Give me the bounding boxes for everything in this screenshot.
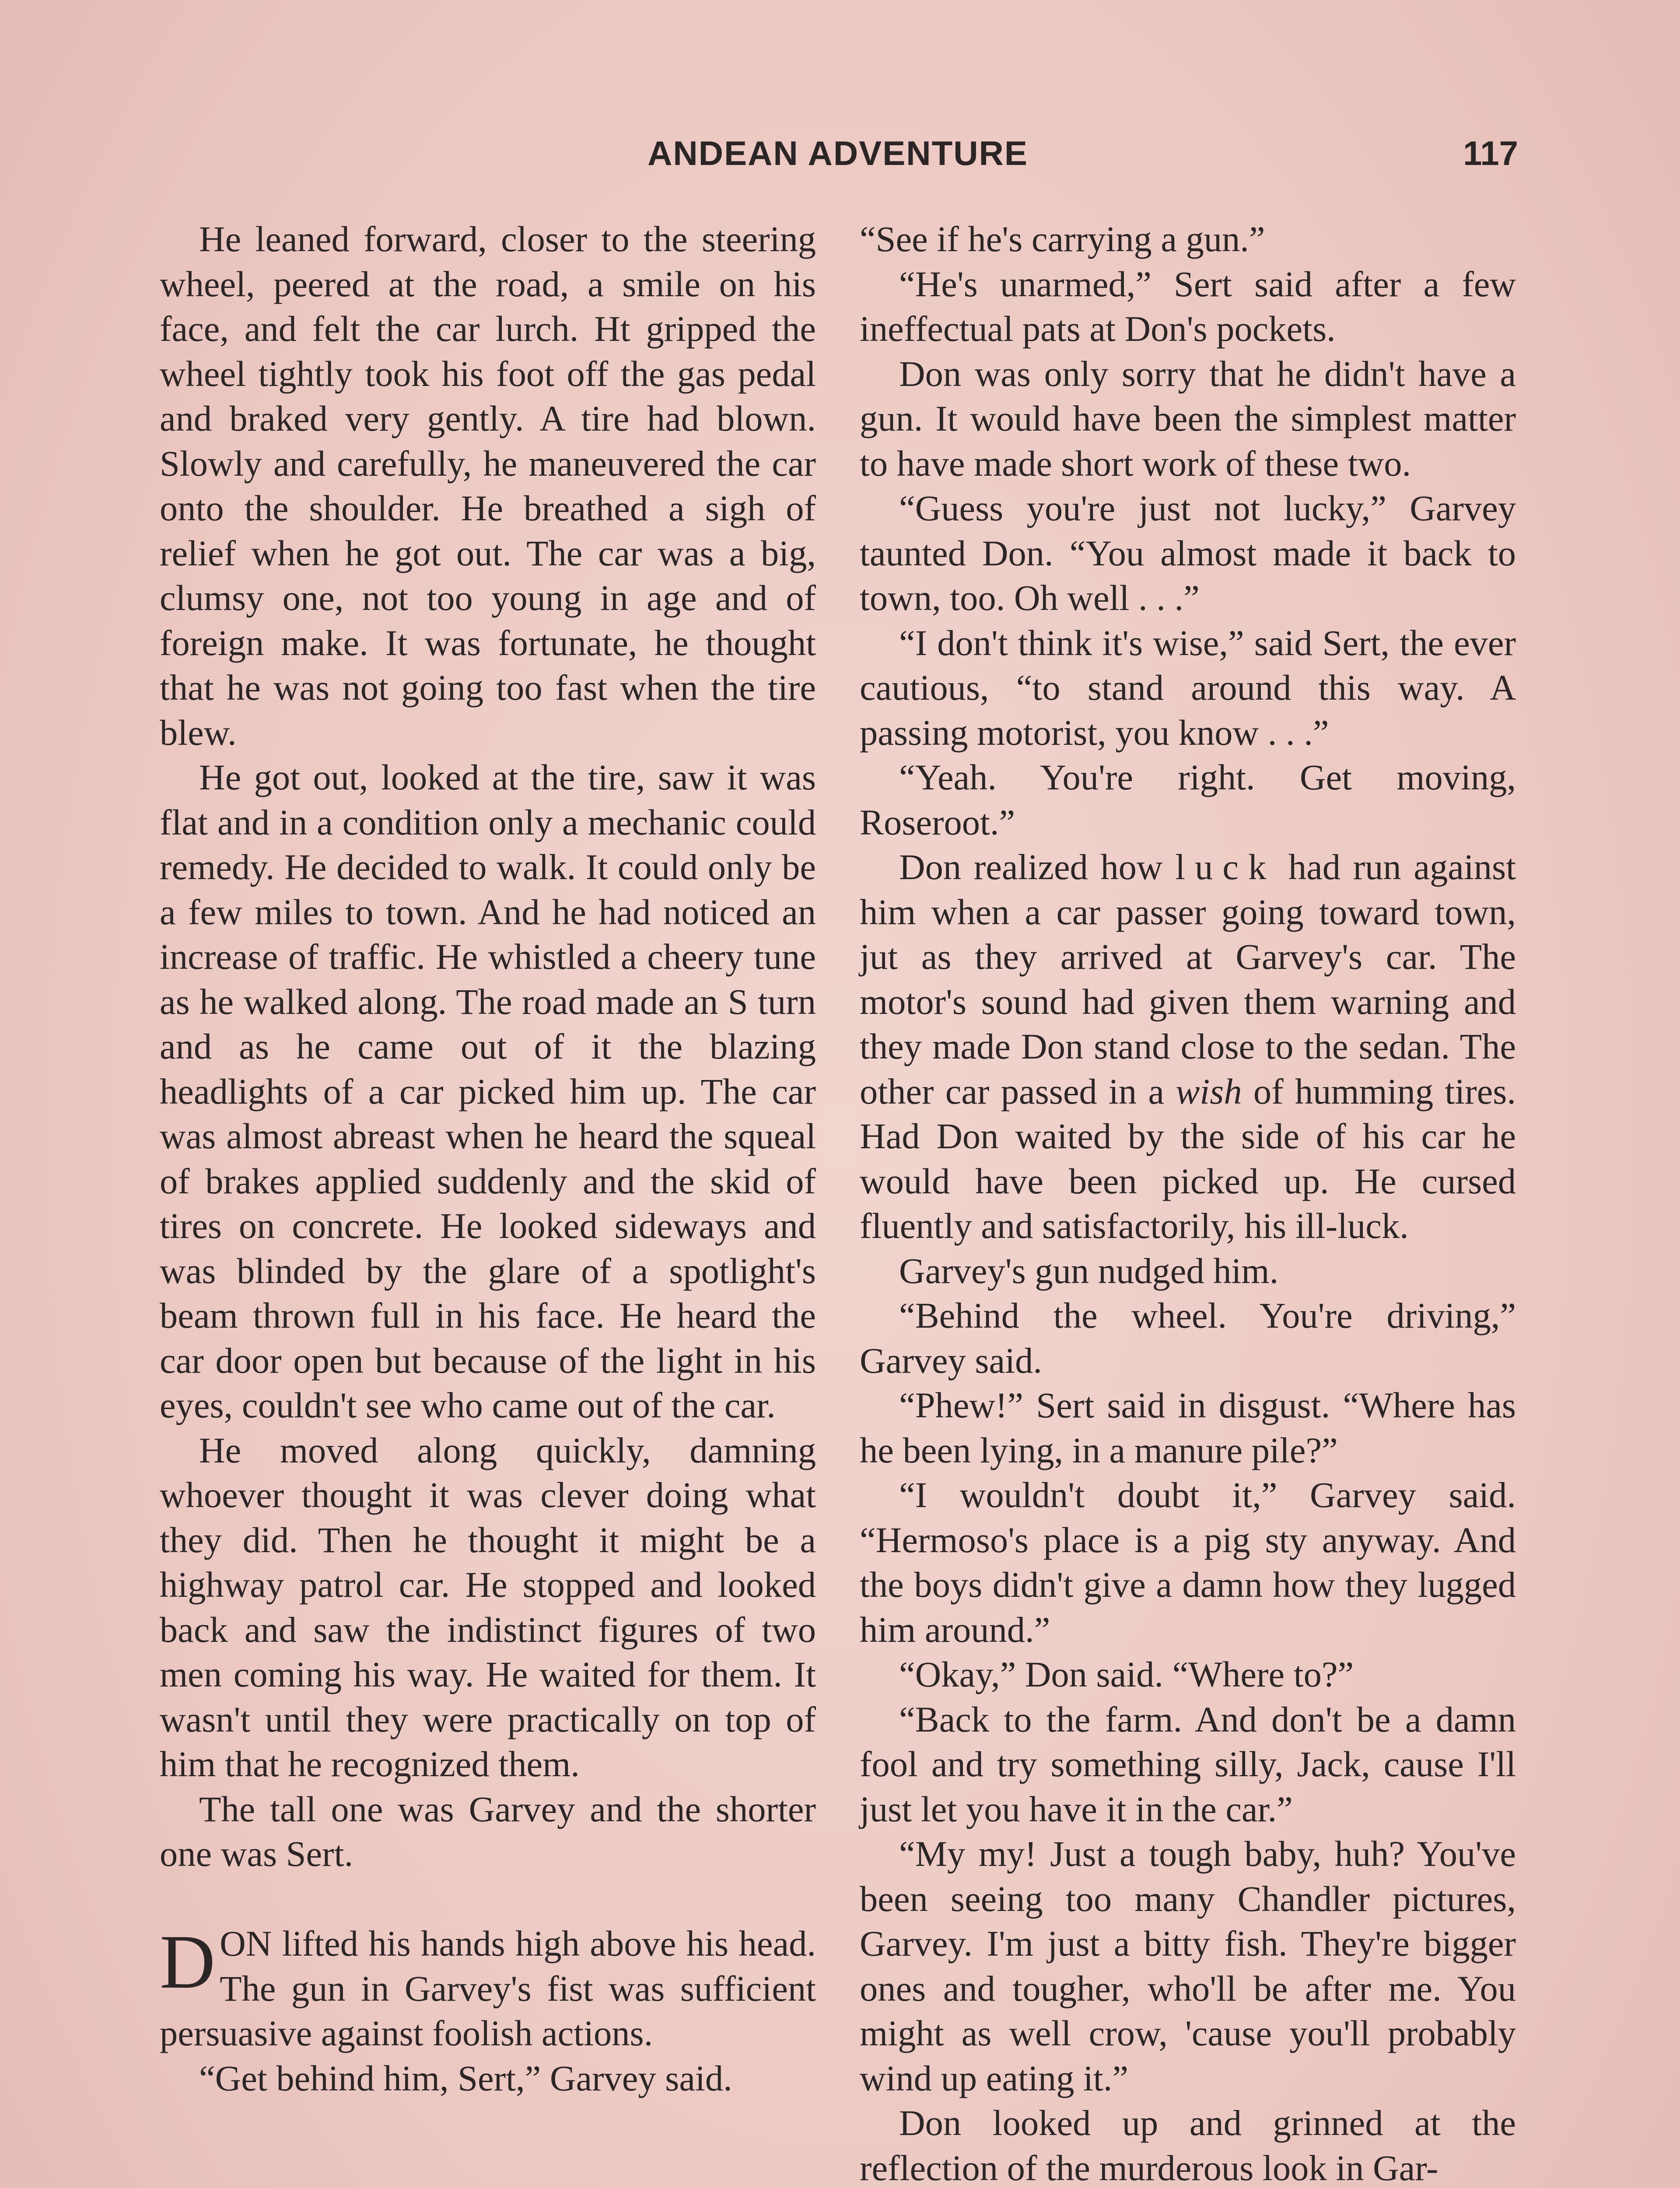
- section-break: [160, 1876, 816, 1922]
- italic-word: wish: [1176, 1071, 1242, 1112]
- running-head: ANDEAN ADVENTURE: [648, 134, 1028, 172]
- paragraph: Don looked up and grinned at the reflection of the murderous look in Gar-: [860, 2103, 1516, 2188]
- paragraph: “Back to the farm. And don't be a damn fool and try something silly, Jack, cause I'll just let you have it in the car.”: [860, 1699, 1516, 1829]
- page-number: 117: [1463, 134, 1518, 172]
- paragraph-with-dropcap: [160, 1921, 816, 2056]
- paragraph: [860, 845, 1516, 1248]
- left-column: [160, 217, 816, 2100]
- paragraph-continued: “See if he's carrying a gun.”: [860, 219, 1265, 259]
- paragraph: “I wouldn't doubt it,” Garvey said. “Hermoso's place is a pig sty anyway. And the boys didn't give a damn how they lugged him around.”: [860, 1475, 1516, 1650]
- paragraph: “My my! Just a tough baby, huh? You've been seeing too many Chandler pictures, Garvey. I'm just a bitty fish. They're bigger ones and tougher, who'll be after me. You might as well crow, 'cause you'll probably wind up eating it.”: [860, 1834, 1516, 2098]
- text-run: of humming tires. Had Don waited by the side of his car he would have been picked up. He cursed fluently and satisfactorily, his ill-luck.: [860, 1071, 1516, 1246]
- paragraph: He moved along quickly, damning whoever thought it was clever doing what they did. Then he thought it might be a highway patrol car. He stopped and looked back and saw the indistinct figures of two men coming his way. He waited for them. It wasn't until they were practically on top of him that he recognized them.: [160, 1430, 816, 1784]
- paragraph: “Yeah. You're right. Get moving, Roseroot.”: [860, 757, 1516, 842]
- page-header: [158, 131, 1518, 175]
- paragraph: “He's unarmed,” Sert said after a few ineffectual pats at Don's pockets.: [860, 263, 1516, 349]
- text-run: had run against him when a car passer going toward town, jut as they arrived at Garvey's car. The motor's sound had given them warning and they made Don stand close to the sedan. The other car passed in a: [860, 847, 1516, 1112]
- text-run: Don realized how: [899, 847, 1163, 887]
- dropcap-paragraph-text: ON lifted his hands high above his head. The gun in Garvey's fist was sufficient persuasive against foolish actions.: [160, 1923, 816, 2053]
- paragraph: “Okay,” Don said. “Where to?”: [899, 1654, 1354, 1694]
- paragraph: “Get behind him, Sert,” Garvey said.: [199, 2058, 732, 2098]
- paragraph: Don was only sorry that he didn't have a gun. It would have been the simplest matter to have made short work of these two.: [860, 353, 1516, 484]
- paragraph: The tall one was Garvey and the shorter one was Sert.: [160, 1788, 816, 1874]
- paragraph: “Behind the wheel. You're driving,” Garvey said.: [860, 1295, 1516, 1381]
- paragraph: Garvey's gun nudged him.: [899, 1250, 1279, 1291]
- paragraph: He leaned forward, closer to the steering wheel, peered at the road, a smile on his face, and felt the car lurch. Ht gripped the wheel tightly took his foot off the gas pedal and braked very gently. A tire had blown. Slowly and carefully, he maneuvered the car onto the shoulder. He breathed a sigh of relief when he got out. The car was a big, clumsy one, not too young in age and of foreign make. It was fortunate, he thought that he was not going too fast when the tire blew.: [160, 219, 816, 753]
- spaced-word: luck: [1175, 847, 1276, 887]
- paragraph: “Phew!” Sert said in disgust. “Where has he been lying, in a manure pile?”: [860, 1385, 1516, 1470]
- paragraph: “I don't think it's wise,” said Sert, the ever cautious, “to stand around this way. A passing motorist, you know . . .”: [860, 622, 1516, 753]
- right-column: [860, 217, 1516, 2188]
- drop-cap: D: [160, 1919, 216, 2005]
- paragraph: He got out, looked at the tire, saw it was flat and in a condition only a mechanic could remedy. He decided to walk. It could only be a few miles to town. And he had noticed an increase of traffic. He whistled a cheery tune as he walked along. The road made an S turn and as he came out of it the blazing headlights of a car picked him up. The car was almost abreast when he heard the squeal of brakes applied suddenly and the skid of tires on concrete. He looked sideways and was blinded by the glare of a spotlight's beam thrown full in his face. He heard the car door open but because of the light in his eyes, couldn't see who came out of the car.: [160, 757, 816, 1425]
- paragraph: “Guess you're just not lucky,” Garvey taunted Don. “You almost made it back to town, too. Oh well . . .”: [860, 488, 1516, 618]
